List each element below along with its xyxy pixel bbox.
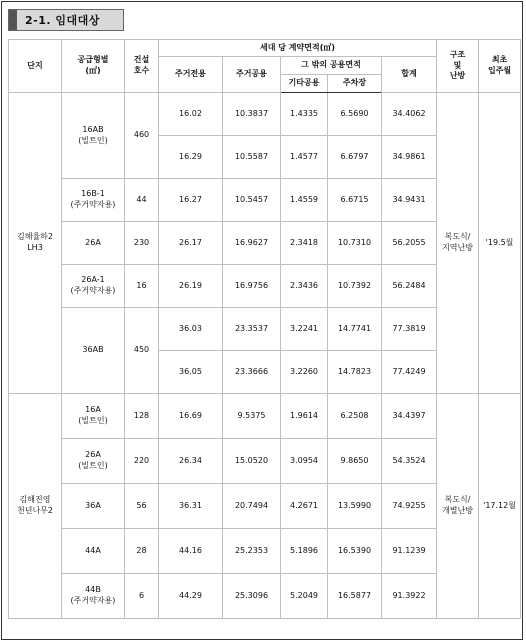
supply-type-name: 44A (85, 545, 101, 555)
complex-name-cell (9, 93, 62, 394)
parking-cell: 13.5990 (328, 484, 382, 529)
parking-cell: 14.7741 (328, 308, 382, 351)
header-contract-area: 세대 당 계약면적(㎡) (159, 40, 437, 57)
units-cell: 128 (125, 394, 159, 439)
total-cell: 34.9861 (382, 136, 437, 179)
header-units (125, 40, 159, 93)
units-cell: 230 (125, 222, 159, 265)
document-page (1, 1, 523, 640)
supply-type-cell (62, 179, 125, 222)
residential-common-cell: 9.5375 (223, 394, 281, 439)
parking-cell: 10.7392 (328, 265, 382, 308)
header-other-common: 기타공용 (281, 75, 328, 93)
parking-cell: 6.2508 (328, 394, 382, 439)
residential-common-cell: 10.3837 (223, 93, 281, 136)
supply-type-name: 16AB (82, 124, 104, 134)
other-common-cell: 1.4559 (281, 179, 328, 222)
first-move-in-cell: '17.12월 (479, 394, 521, 619)
supply-type-cell (62, 439, 125, 484)
header-structure-line1: 구조 (449, 49, 466, 59)
structure-line1: 복도식/ (444, 495, 471, 505)
structure-line1: 복도식/ (444, 232, 471, 242)
total-cell: 77.3819 (382, 308, 437, 351)
table-body (9, 93, 521, 619)
supply-type-note: (빌트인) (78, 461, 108, 470)
supply-type-name: 36AB (82, 345, 104, 355)
header-first-move-in (479, 40, 521, 93)
lease-target-table (8, 39, 521, 619)
supply-type-note: (주거약자용) (70, 286, 116, 295)
other-common-cell: 2.3418 (281, 222, 328, 265)
supply-type-name: 26A (85, 450, 101, 460)
units-cell: 450 (125, 308, 159, 394)
parking-cell: 16.5390 (328, 529, 382, 574)
other-common-cell: 1.9614 (281, 394, 328, 439)
residential-exclusive-cell: 26.34 (159, 439, 223, 484)
section-title (8, 9, 124, 31)
residential-exclusive-cell: 36.05 (159, 351, 223, 394)
residential-common-cell: 25.3096 (223, 574, 281, 619)
other-common-cell: 3.2260 (281, 351, 328, 394)
supply-type-cell (62, 93, 125, 179)
residential-common-cell: 15.0520 (223, 439, 281, 484)
structure-line2: 개별난방 (442, 506, 473, 515)
supply-type-cell (62, 394, 125, 439)
header-units-line2: 호수 (133, 66, 150, 75)
residential-common-cell: 10.5587 (223, 136, 281, 179)
supply-type-name: 26A-1 (81, 275, 105, 285)
total-cell: 91.3922 (382, 574, 437, 619)
header-complex: 단지 (9, 40, 62, 93)
residential-exclusive-cell: 16.27 (159, 179, 223, 222)
total-cell: 56.2484 (382, 265, 437, 308)
residential-exclusive-cell: 44.16 (159, 529, 223, 574)
residential-exclusive-cell: 16.02 (159, 93, 223, 136)
other-common-cell: 2.3436 (281, 265, 328, 308)
other-common-cell: 5.2049 (281, 574, 328, 619)
residential-exclusive-cell: 36.31 (159, 484, 223, 529)
total-cell: 77.4249 (382, 351, 437, 394)
residential-exclusive-cell: 26.17 (159, 222, 223, 265)
residential-common-cell: 16.9627 (223, 222, 281, 265)
structure-cell (437, 93, 479, 394)
first-move-in-cell: '19.5월 (479, 93, 521, 394)
other-common-cell: 3.0954 (281, 439, 328, 484)
header-residential-common: 주거공용 (223, 57, 281, 93)
residential-common-cell: 20.7494 (223, 484, 281, 529)
units-cell: 28 (125, 529, 159, 574)
residential-common-cell: 10.5457 (223, 179, 281, 222)
parking-cell: 6.6715 (328, 179, 382, 222)
supply-type-cell (62, 308, 125, 394)
supply-type-cell (62, 222, 125, 265)
units-cell: 16 (125, 265, 159, 308)
header-residential-exclusive: 주거전용 (159, 57, 223, 93)
units-cell: 56 (125, 484, 159, 529)
residential-exclusive-cell: 26.19 (159, 265, 223, 308)
header-total: 합계 (382, 57, 437, 93)
units-cell: 220 (125, 439, 159, 484)
residential-common-cell: 16.9756 (223, 265, 281, 308)
supply-type-cell (62, 484, 125, 529)
total-cell: 34.4397 (382, 394, 437, 439)
section-title-marker (9, 10, 17, 30)
residential-exclusive-cell: 16.29 (159, 136, 223, 179)
residential-exclusive-cell: 16.69 (159, 394, 223, 439)
residential-common-cell: 23.3537 (223, 308, 281, 351)
supply-type-name: 44B (85, 585, 101, 595)
supply-type-cell (62, 529, 125, 574)
other-common-cell: 4.2671 (281, 484, 328, 529)
complex-name-cell (9, 394, 62, 619)
header-supply-type-label: 공급형별 (77, 55, 109, 65)
supply-type-name: 16B-1 (81, 189, 105, 199)
units-cell: 460 (125, 93, 159, 179)
parking-cell: 16.5877 (328, 574, 382, 619)
table-row (9, 93, 521, 136)
other-common-cell: 3.2241 (281, 308, 328, 351)
other-common-cell: 1.4335 (281, 93, 328, 136)
total-cell: 54.3524 (382, 439, 437, 484)
total-cell: 56.2055 (382, 222, 437, 265)
residential-exclusive-cell: 36.03 (159, 308, 223, 351)
structure-cell (437, 394, 479, 619)
section-title-text: 2-1. 임대대상 (25, 14, 100, 27)
supply-type-note: (빌트인) (78, 135, 108, 145)
parking-cell: 9.8650 (328, 439, 382, 484)
total-cell: 34.4062 (382, 93, 437, 136)
header-other-common-area: 그 밖의 공용면적 (281, 57, 382, 75)
complex-name-line1: 김해율하2 (16, 232, 53, 242)
header-units-line1: 건설 (133, 55, 150, 65)
structure-line2: 지역난방 (442, 243, 473, 252)
supply-type-name: 16A (85, 405, 101, 415)
parking-cell: 10.7310 (328, 222, 382, 265)
supply-type-cell (62, 265, 125, 308)
complex-name-line2: 천년나무2 (16, 506, 53, 515)
table-header (9, 40, 521, 93)
other-common-cell: 5.1896 (281, 529, 328, 574)
total-cell: 74.9255 (382, 484, 437, 529)
supply-type-name: 36A (85, 500, 101, 510)
complex-name-line1: 김해진영 (19, 495, 51, 505)
supply-type-note: (주거약자용) (70, 596, 116, 605)
header-parking: 주차장 (328, 75, 382, 93)
header-structure-line3: 난방 (449, 71, 466, 81)
supply-type-cell (62, 574, 125, 619)
parking-cell: 14.7823 (328, 351, 382, 394)
other-common-cell: 1.4577 (281, 136, 328, 179)
header-structure (437, 40, 479, 93)
header-first-move-line1: 최초 (491, 55, 508, 65)
total-cell: 91.1239 (382, 529, 437, 574)
parking-cell: 6.5690 (328, 93, 382, 136)
parking-cell: 6.6797 (328, 136, 382, 179)
total-cell: 34.9431 (382, 179, 437, 222)
table-row (9, 394, 521, 439)
units-cell: 44 (125, 179, 159, 222)
header-supply-type (62, 40, 125, 93)
complex-name-line2: LH3 (27, 243, 43, 252)
residential-common-cell: 23.3666 (223, 351, 281, 394)
residential-common-cell: 25.2353 (223, 529, 281, 574)
units-cell: 6 (125, 574, 159, 619)
supply-type-name: 26A (85, 237, 101, 247)
supply-type-note: (주거약자용) (70, 200, 116, 209)
residential-exclusive-cell: 44.29 (159, 574, 223, 619)
supply-type-note: (빌트인) (78, 416, 108, 425)
header-first-move-line2: 입주월 (487, 66, 512, 75)
header-supply-type-unit: (㎡) (85, 66, 101, 75)
header-structure-line2: 및 (453, 60, 462, 70)
